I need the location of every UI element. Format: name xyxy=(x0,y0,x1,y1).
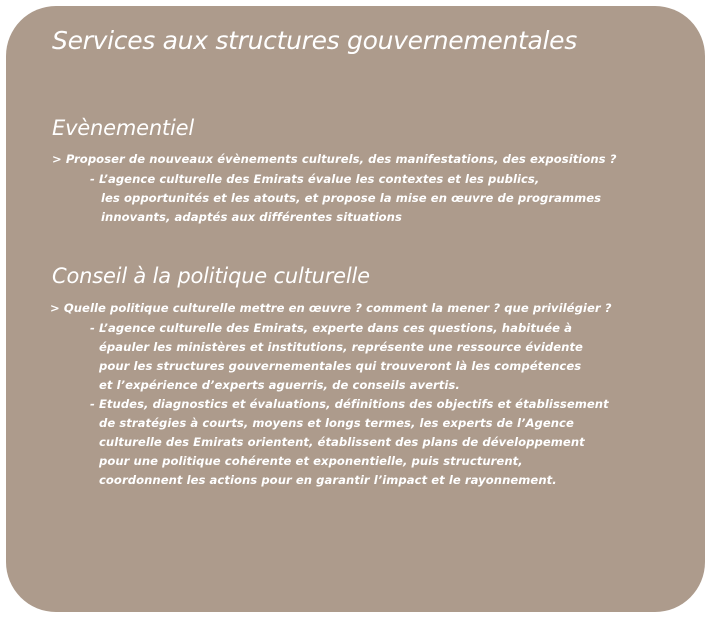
section-heading-conseil: Conseil à la politique culturelle xyxy=(52,264,370,288)
section-question: > Proposer de nouveaux évènements culturels, des manifestations, des expositions ? xyxy=(52,152,617,166)
bullet-line: innovants, adaptés aux différentes situations xyxy=(101,210,402,224)
bullet-line: culturelle des Emirats orientent, établissent des plans de développement xyxy=(99,435,585,449)
bullet-line: de stratégies à courts, moyens et longs termes, les experts de l’Agence xyxy=(99,416,574,430)
section-heading-evenementiel: Evènementiel xyxy=(52,116,194,140)
bullet-line: et l’expérience d’experts aguerris, de conseils avertis. xyxy=(99,378,460,392)
bullet-line: - Etudes, diagnostics et évaluations, définitions des objectifs et établissement xyxy=(90,397,609,411)
section-question: > Quelle politique culturelle mettre en œuvre ? comment la mener ? que privilégier ? xyxy=(50,301,612,315)
page-title: Services aux structures gouvernementales xyxy=(52,26,577,55)
bullet-line: - L’agence culturelle des Emirats, experte dans ces questions, habituée à xyxy=(90,321,573,335)
bullet-line: épauler les ministères et institutions, représente une ressource évidente xyxy=(99,340,583,354)
services-card xyxy=(6,6,705,612)
bullet-line: pour une politique cohérente et exponentielle, puis structurent, xyxy=(99,454,523,468)
bullet-line: les opportunités et les atouts, et propose la mise en œuvre de programmes xyxy=(101,191,602,205)
bullet-line: coordonnent les actions pour en garantir l’impact et le rayonnement. xyxy=(99,473,557,487)
bullet-line: - L’agence culturelle des Emirats évalue les contextes et les publics, xyxy=(90,172,540,186)
bullet-line: pour les structures gouvernementales qui trouveront là les compétences xyxy=(99,359,582,373)
